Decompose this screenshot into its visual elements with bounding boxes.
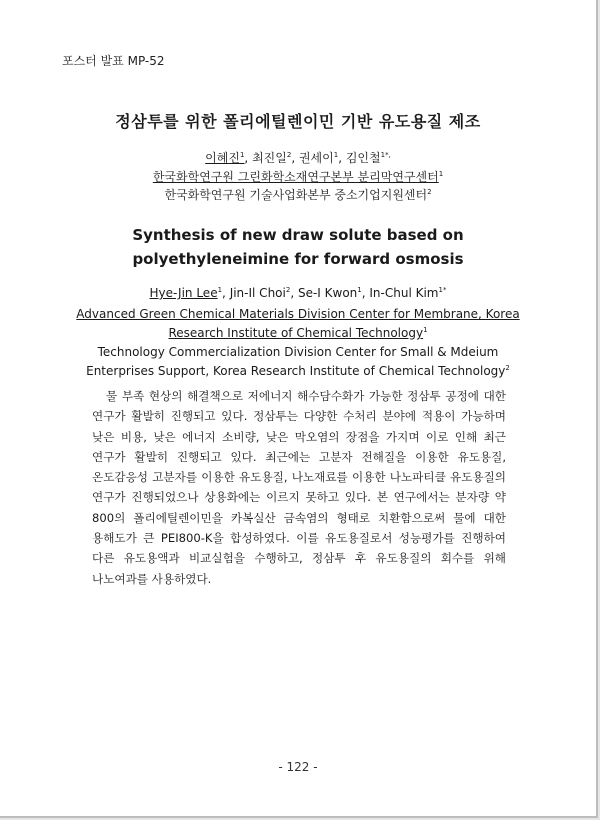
english-title-line-1: Synthesis of new draw solute based on	[132, 226, 464, 244]
english-affiliation-1: Advanced Green Chemical Materials Division Center for Membrane, Korea Research Institute of Chemical Technology$^1$	[76, 307, 520, 340]
korean-authors: 이혜진$^1$, 최진일$^2$, 권세이$^1$, 김인철$^{1*,}$	[205, 151, 391, 165]
session-label: 포스터 발표 MP-52	[62, 54, 165, 68]
korean-title: 정삼투를 위한 폴리에틸렌이민 기반 유도용질 제조	[115, 112, 481, 131]
abstract-paragraph: 물 부족 현상의 해결책으로 저에너지 해수담수화가 가능한 정삼투 공정에 대한 연구가 활발히 진행되고 있다. 정삼투는 다양한 수처리 분야에 적용이 가능하며 낮은 비용, 낮은 에너지 소비량, 낮은 막오염의 장점을 가지며 이로 인해 최근 연구가 활발히 진행되고 있다. 최근에는 고분자 전해질을 이용한 유도용질, 온도감응성 고분자를 이용한 유도용질, 나노재료를 이용한 나노파티클 유도용질의 연구가 진행되었으나 상용화에는 이르지 못하고 있다. 본 연구에서는 분자량 약 800의 폴리에틸렌이민을 카복실산 금속염의 형태로 치환함으로써 물에 대한 용해도가 큰 PEI800-K을 합성하였다. 이를 유도용질로서 성능평가를 진행하여 다른 유도용액과 비교실험을 수행하고, 정삼투 후 유도용질의 회수를 위해 나노여과를 사용하였다.	[92, 389, 506, 586]
author-en-4: In-Chul Kim$^{1*}$	[369, 286, 447, 300]
author-en-3: Se-I Kwon$^1$	[297, 286, 362, 300]
author-ko-3: 권세이$^1$	[298, 151, 339, 165]
english-title-line-2: polyethyleneimine for forward osmosis	[132, 250, 464, 268]
author-ko-2: 최진일$^2$	[252, 151, 292, 165]
english-affiliation-2: Technology Commercialization Division Center for Small & Mdeium Enterprises Support, Korea Research Institute of Chemical Technology$^2$	[86, 345, 510, 378]
english-title	[0, 223, 596, 271]
page-number: - 122 -	[278, 760, 318, 774]
author-en-2: Jin-Il Choi$^2$	[229, 286, 291, 300]
author-en-1: Hye-Jin Lee	[149, 286, 218, 300]
english-authors: Hye-Jin Lee$^1$, Jin-Il Choi$^2$, Se-I Kwon$^1$, In-Chul Kim$^{1*}$	[149, 286, 447, 300]
korean-affiliation-1: 한국화학연구원 그린화학소재연구본부 분리막연구센터$^1$	[152, 170, 444, 184]
author-ko-4: 김인철$^{1*,}$	[345, 151, 391, 165]
author-ko-1: 이혜진$^1$	[205, 151, 245, 165]
korean-affiliation-2: 한국화학연구원 기술사업화본부 중소기업지원센터$^2$	[164, 188, 432, 202]
